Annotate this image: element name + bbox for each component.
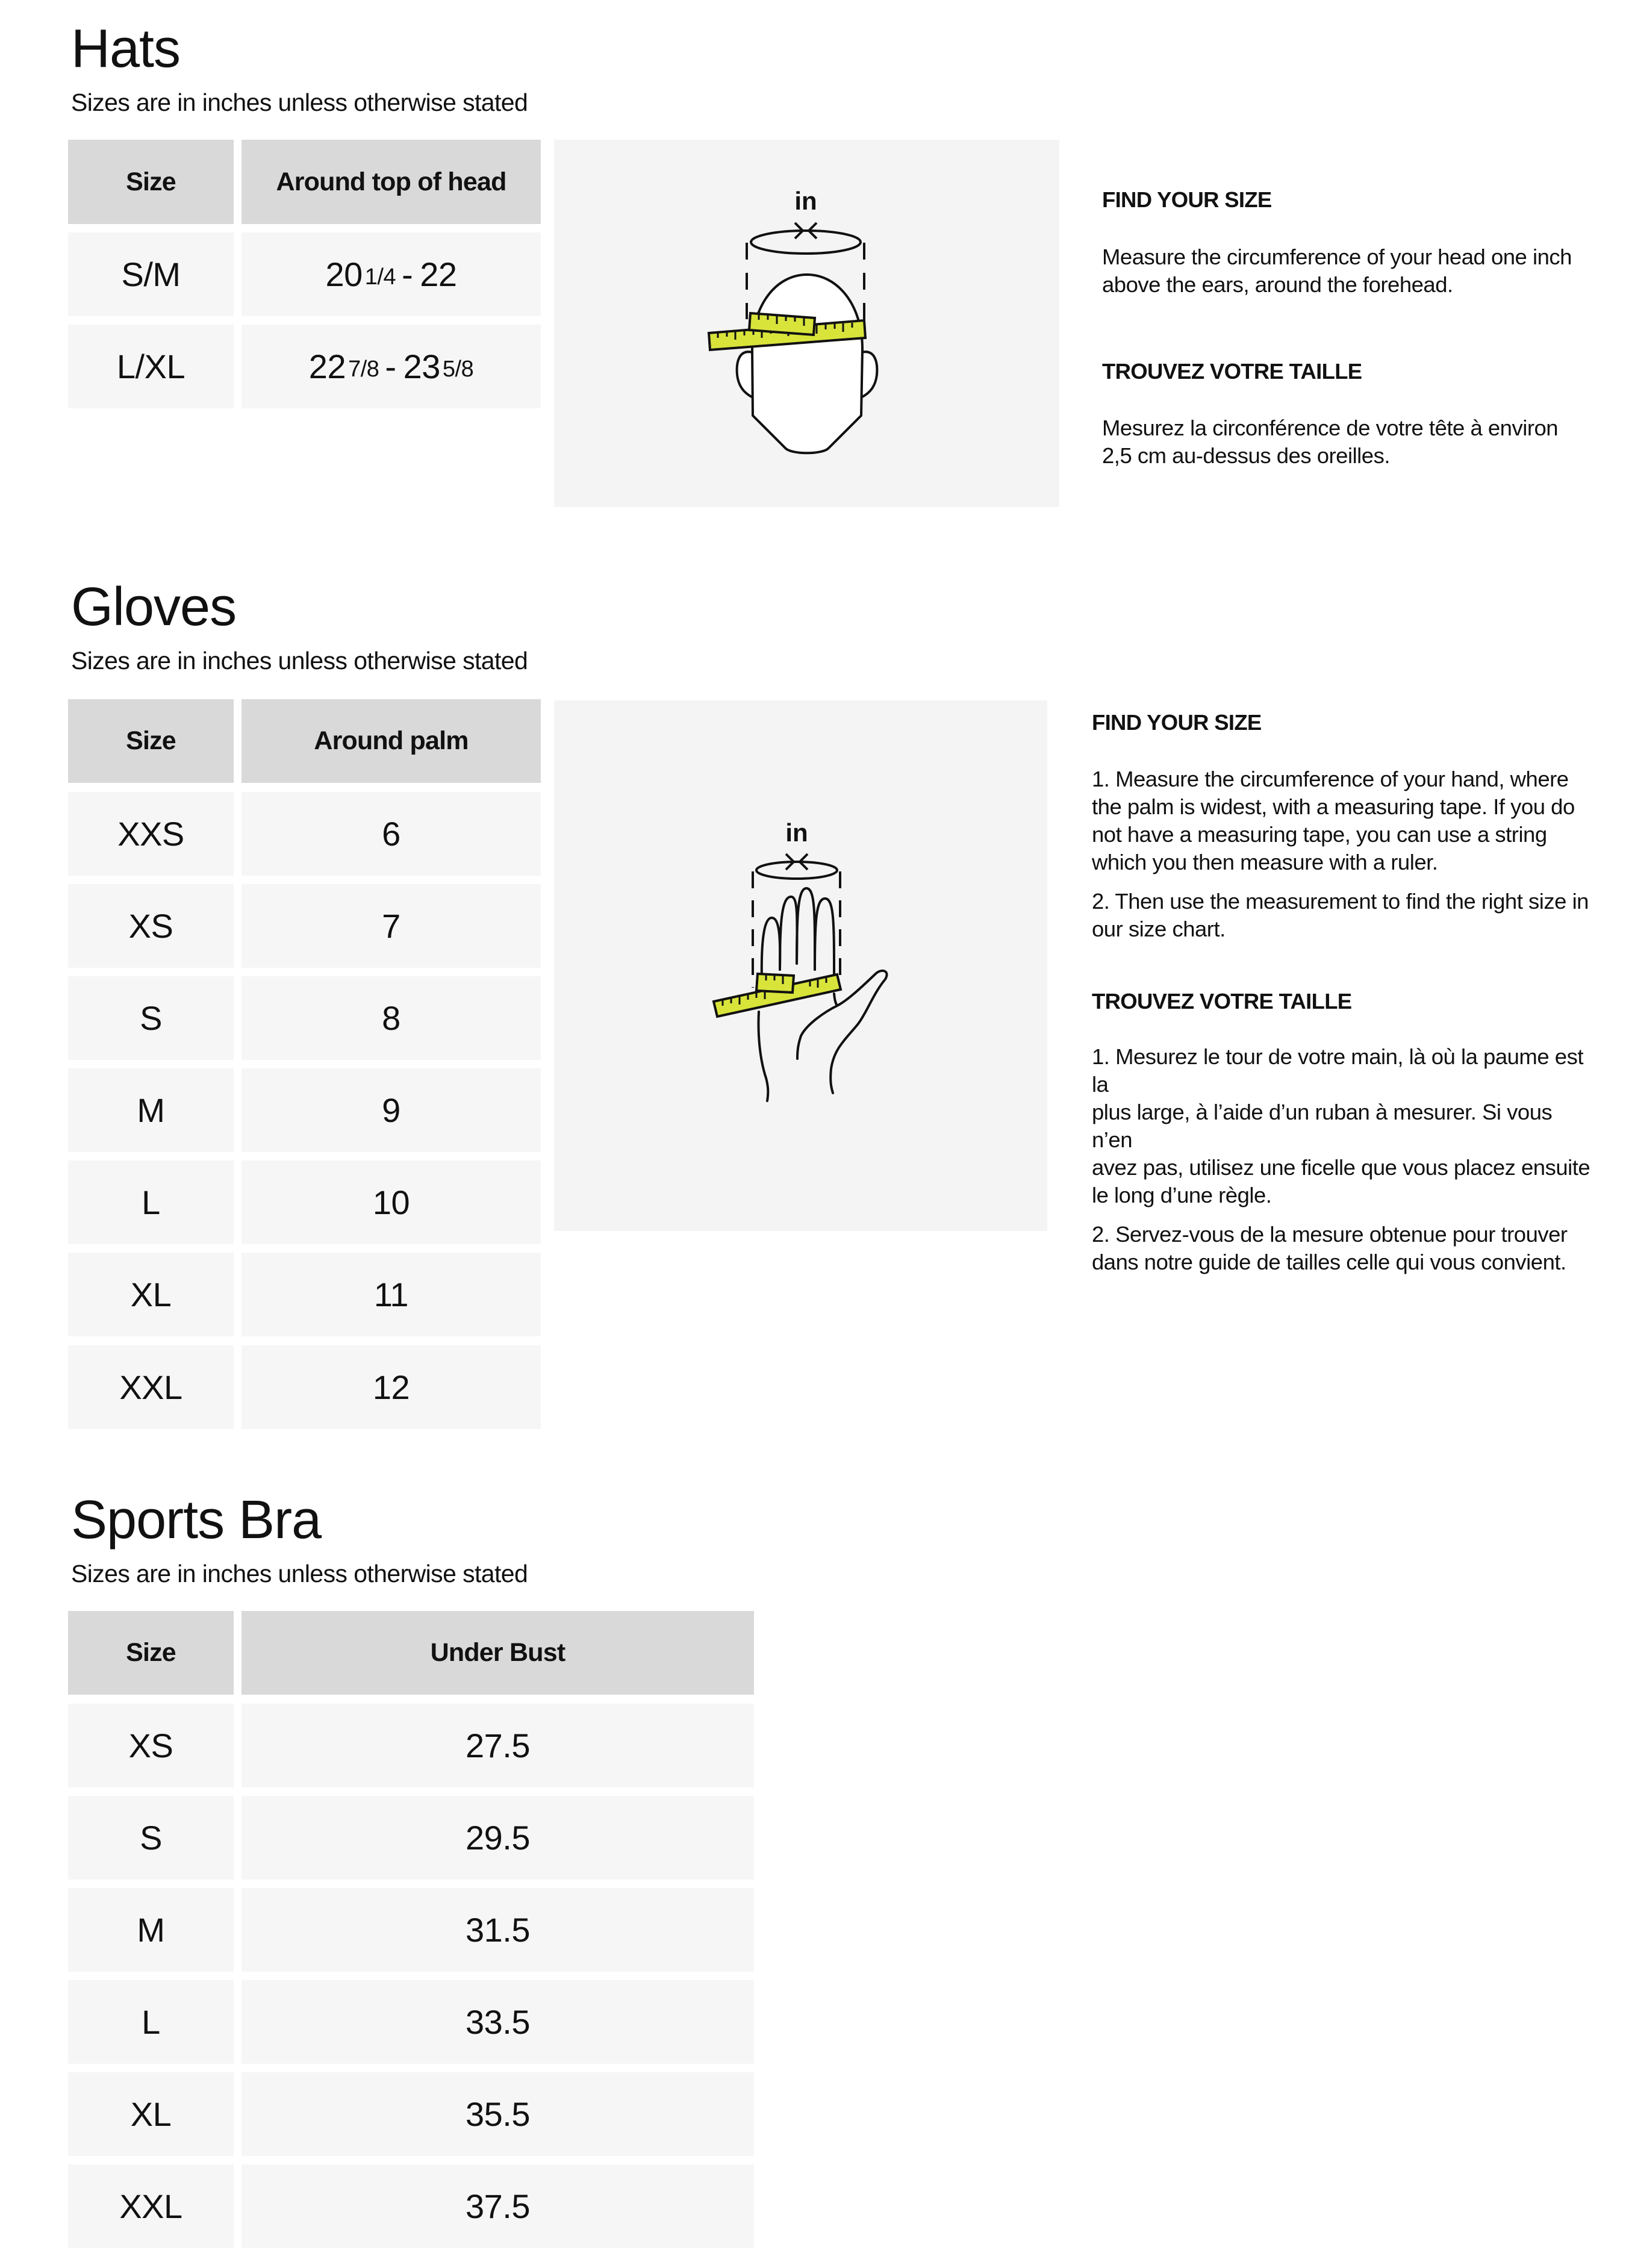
circumference-ellipse xyxy=(751,231,861,254)
guide-step-fr-line: 1. Mesurez le tour de votre main, là où la paume est la xyxy=(1092,1044,1583,1097)
gloves-row-size: S xyxy=(68,976,234,1060)
gloves-row-value: 9 xyxy=(241,1068,541,1152)
gloves-title: Gloves xyxy=(71,577,237,637)
guide-text-en-line: above the ears, around the forehead. xyxy=(1102,272,1453,297)
bra-row-size: S xyxy=(68,1796,234,1880)
gloves-row-size: XS xyxy=(68,884,234,968)
hats-row-measure xyxy=(241,232,541,316)
bra-row-value: 31.5 xyxy=(241,1888,754,1972)
hand-measuring-tape-icon xyxy=(554,700,1047,1231)
guide-heading-fr: TROUVEZ VOTRE TAILLE xyxy=(1092,989,1352,1014)
bra-row-size: XXL xyxy=(68,2164,234,2248)
guide-step-fr-line: plus large, à l’aide d’un ruban à mesurer. Si vous n’en xyxy=(1092,1100,1553,1152)
guide-step-en-line: not have a measuring tape, you can use a string xyxy=(1092,822,1547,847)
hats-size-guide xyxy=(1102,186,1596,470)
gloves-header-size: Size xyxy=(68,699,234,783)
guide-step-en-line: which you then measure with a ruler. xyxy=(1092,850,1438,874)
bra-row-value: 37.5 xyxy=(241,2164,754,2248)
unit-label: in xyxy=(794,187,817,215)
gloves-size-guide xyxy=(1092,709,1598,1276)
hats-title: Hats xyxy=(71,19,181,79)
bra-header-size: Size xyxy=(68,1611,234,1695)
gloves-row-value: 8 xyxy=(241,976,541,1060)
hats-illustration-panel xyxy=(554,140,1059,507)
measure-max-whole: 23 xyxy=(403,347,440,385)
guide-step-en-line: the palm is widest, with a measuring tape. If you do xyxy=(1092,794,1575,819)
bra-row-size: M xyxy=(68,1888,234,1972)
gloves-row-size: XXL xyxy=(68,1345,234,1429)
hats-header-measure: Around top of head xyxy=(241,140,541,224)
sports-bra-title: Sports Bra xyxy=(71,1490,322,1550)
guide-step-en-line: 1. Measure the circumference of your hand, where xyxy=(1092,767,1569,791)
guide-step-fr-line: avez pas, utilisez une ficelle que vous placez ensuite xyxy=(1092,1155,1590,1180)
guide-text-en-line: Measure the circumference of your head one inch xyxy=(1102,245,1572,269)
measure-min-whole: 22 xyxy=(308,347,346,385)
gloves-row-size: XXS xyxy=(68,792,234,876)
bra-row-size: XS xyxy=(68,1704,234,1787)
guide-heading-en: FIND YOUR SIZE xyxy=(1102,187,1272,212)
guide-step-fr-line: 2. Servez-vous de la mesure obtenue pour trouver xyxy=(1092,1222,1568,1247)
guide-text-fr-line: 2,5 cm au-dessus des oreilles. xyxy=(1102,443,1390,468)
left-ear xyxy=(737,352,753,397)
measure-separator: - xyxy=(385,347,396,385)
bra-row-size: XL xyxy=(68,2072,234,2156)
gloves-row-size: L xyxy=(68,1160,234,1244)
guide-step-fr-line: dans notre guide de tailles celle qui vous convient. xyxy=(1092,1250,1566,1274)
guide-step-fr-line: le long d’une règle. xyxy=(1092,1183,1272,1207)
measure-max-whole: 22 xyxy=(420,255,457,293)
gloves-illustration-panel xyxy=(554,700,1047,1231)
head-measuring-tape-icon xyxy=(554,140,1059,507)
hats-subtitle: Sizes are in inches unless otherwise stated xyxy=(71,89,528,116)
measure-min-fraction: 7/8 xyxy=(348,357,379,382)
hats-header-size: Size xyxy=(68,140,234,224)
circumference-ellipse xyxy=(756,862,837,879)
head-outline xyxy=(752,275,862,453)
measuring-tape-short xyxy=(756,974,794,992)
measuring-tape-short xyxy=(749,313,815,335)
measure-min-whole: 20 xyxy=(325,255,363,293)
guide-text-fr-line: Mesurez la circonférence de votre tête à environ xyxy=(1102,416,1559,440)
bra-row-value: 29.5 xyxy=(241,1796,754,1880)
bra-row-value: 35.5 xyxy=(241,2072,754,2156)
unit-label: in xyxy=(785,818,808,847)
bra-row-value: 27.5 xyxy=(241,1704,754,1787)
bra-row-value: 33.5 xyxy=(241,1980,754,2064)
hats-row-size: S/M xyxy=(68,232,234,316)
measure-max-fraction: 5/8 xyxy=(442,357,474,382)
guide-heading-en: FIND YOUR SIZE xyxy=(1092,710,1262,735)
guide-step-en-line: our size chart. xyxy=(1092,917,1226,941)
bra-header-measure: Under Bust xyxy=(241,1611,754,1695)
measure-separator: - xyxy=(402,255,413,293)
guide-heading-fr: TROUVEZ VOTRE TAILLE xyxy=(1102,359,1362,384)
right-ear xyxy=(861,352,877,397)
hats-row-measure xyxy=(241,325,541,408)
guide-step-en-line: 2. Then use the measurement to find the right size in xyxy=(1092,889,1589,914)
gloves-row-value: 7 xyxy=(241,884,541,968)
hats-row-size: L/XL xyxy=(68,325,234,408)
gloves-row-size: M xyxy=(68,1068,234,1152)
gloves-header-measure: Around palm xyxy=(241,699,541,783)
measure-min-fraction: 1/4 xyxy=(364,264,396,290)
gloves-subtitle: Sizes are in inches unless otherwise stated xyxy=(71,647,528,674)
gloves-row-value: 12 xyxy=(241,1345,541,1429)
sports-bra-subtitle: Sizes are in inches unless otherwise stated xyxy=(71,1560,528,1587)
gloves-row-value: 11 xyxy=(241,1253,541,1336)
gloves-row-value: 6 xyxy=(241,792,541,876)
gloves-row-size: XL xyxy=(68,1253,234,1336)
gloves-row-value: 10 xyxy=(241,1160,541,1244)
bra-row-size: L xyxy=(68,1980,234,2064)
